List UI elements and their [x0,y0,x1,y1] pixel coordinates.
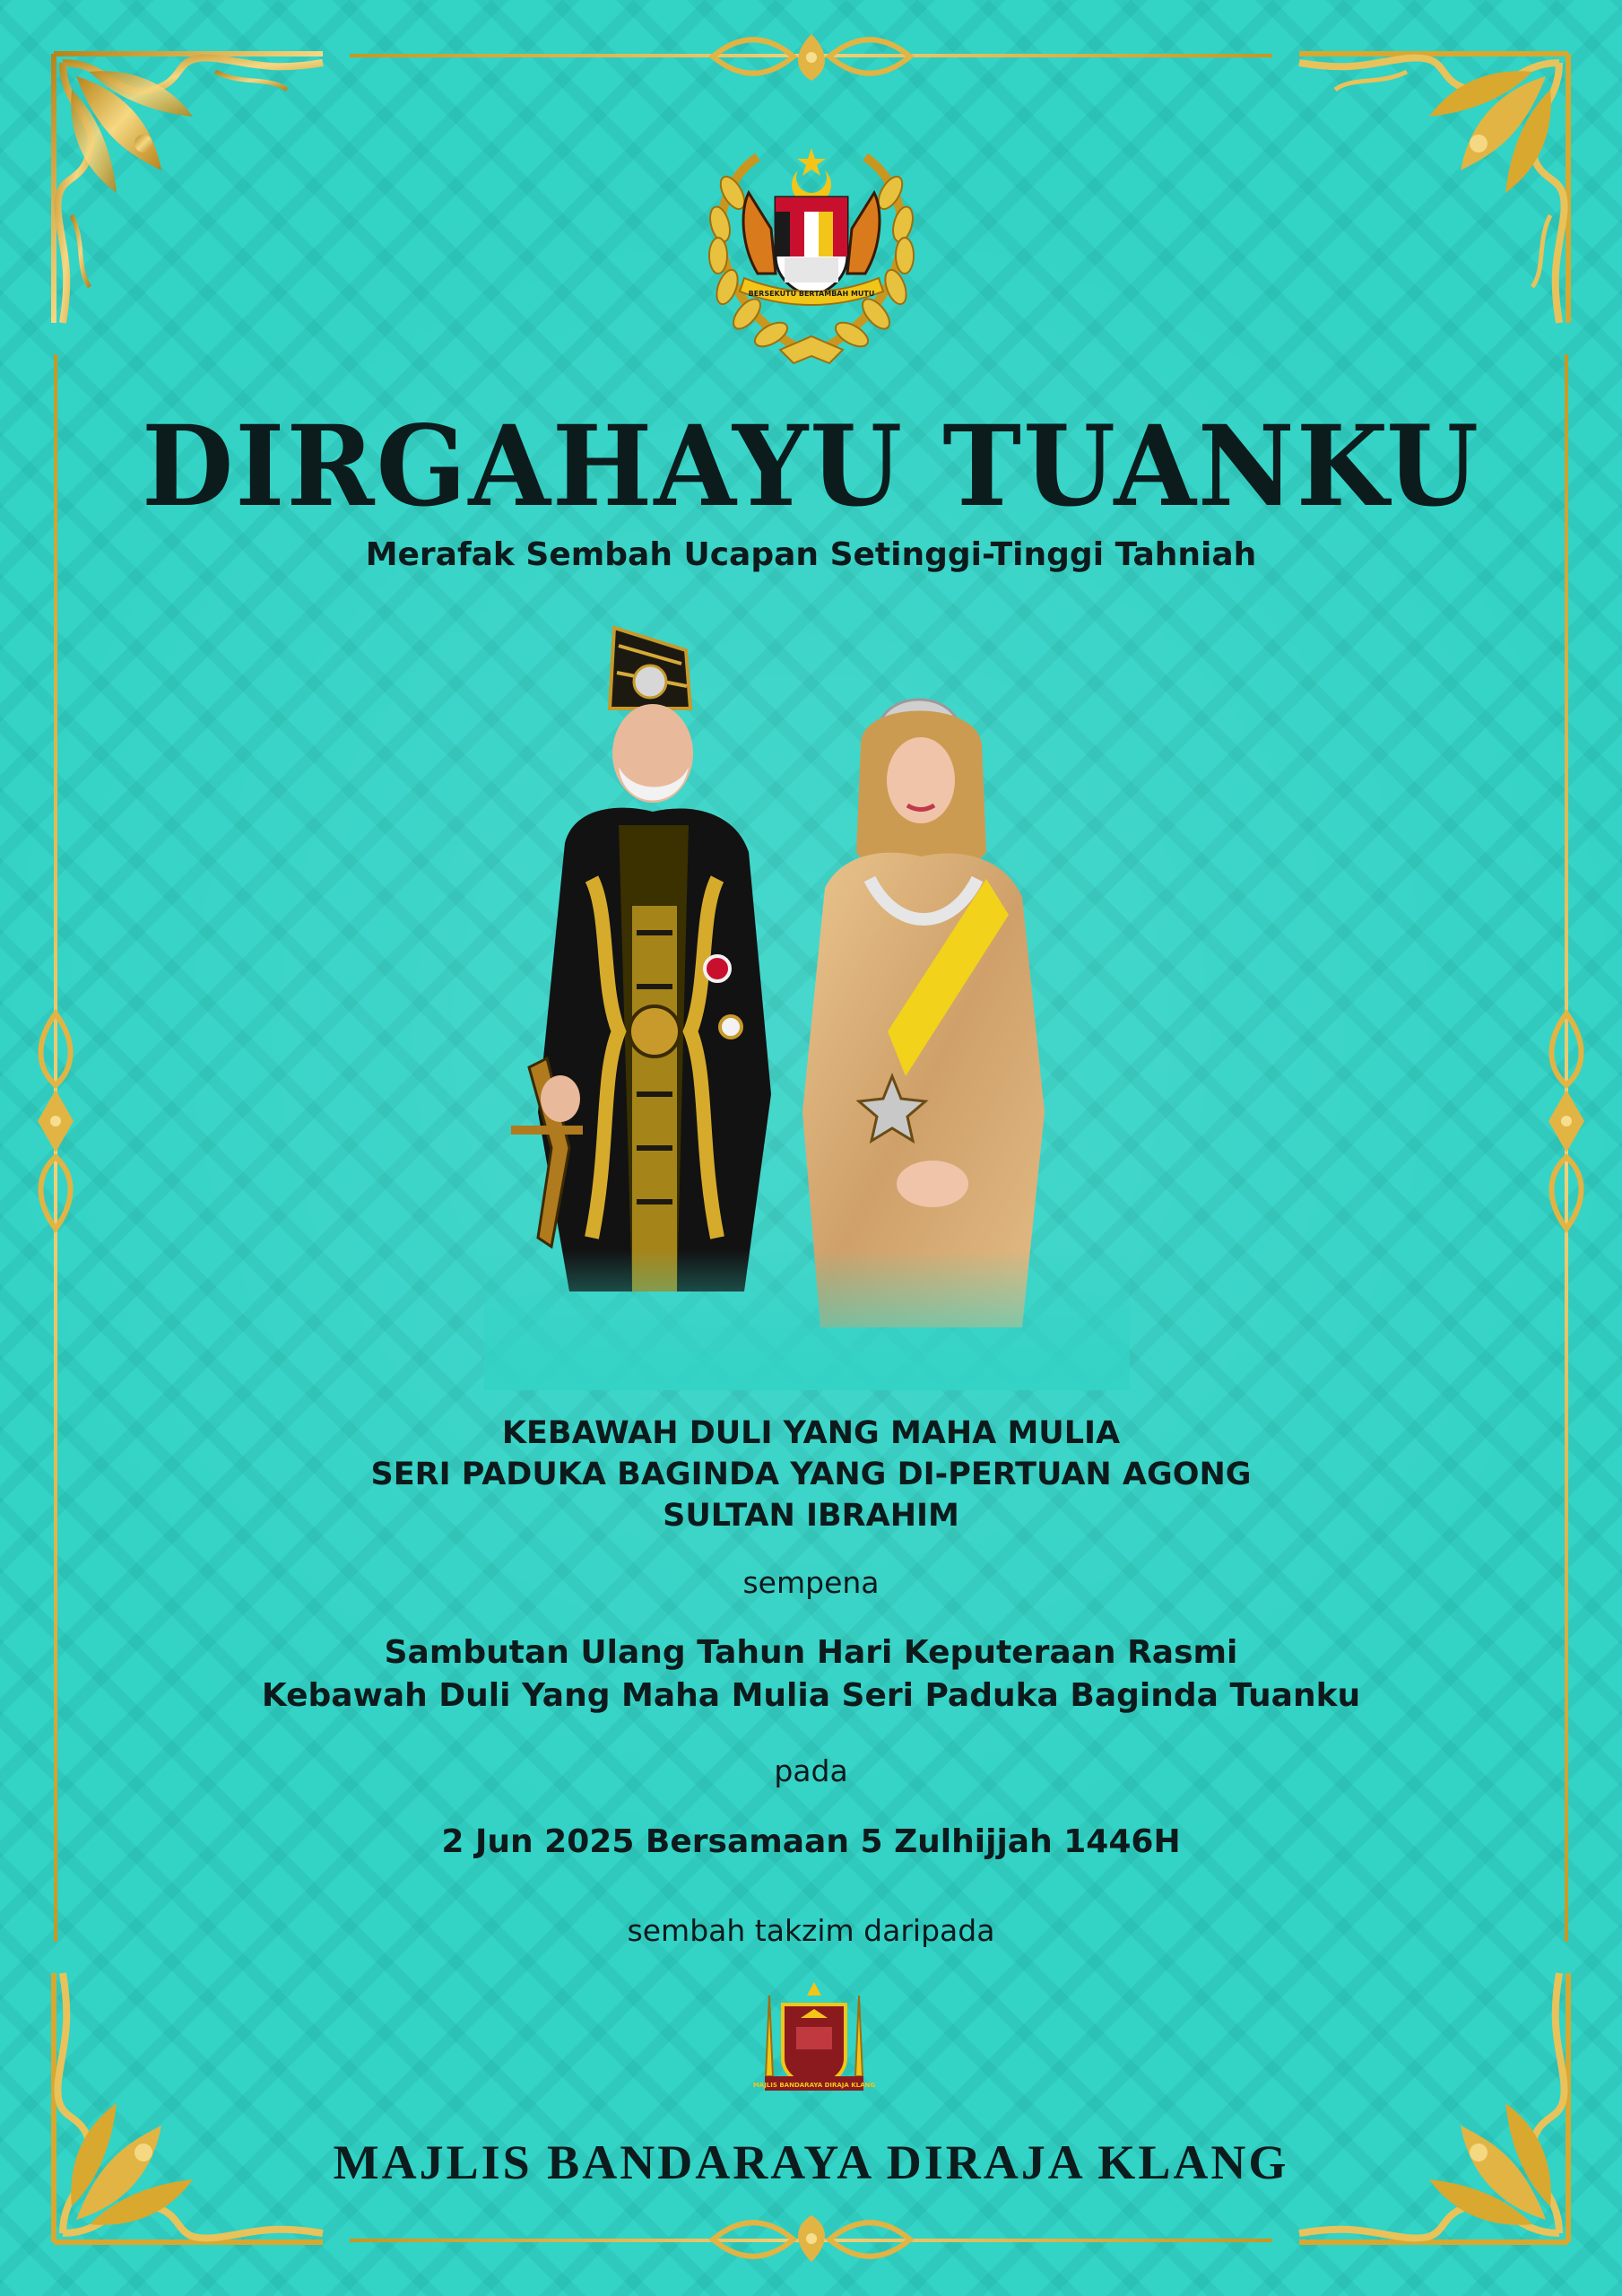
connector-pada: pada [774,1753,848,1788]
royal-portrait [484,610,1130,1390]
page-title: DIRGAHAYU TUANKU [141,400,1481,532]
top-center-ornament [704,25,919,88]
organization-name: MAJLIS BANDARAYA DIRAJA KLANG [333,2135,1289,2189]
corner-ornament-bottom-right [1290,1964,1586,2260]
corner-ornament-bottom-left [36,1964,332,2260]
honoree-line-3: SULTAN IBRAHIM [663,1498,959,1534]
council-logo [751,1978,877,2099]
coat-of-arms-emblem [677,121,946,372]
corner-ornament-top-left [36,36,332,332]
honoree-line-1: KEBAWAH DULI YANG MAHA MULIA [501,1415,1121,1451]
occasion-line-1: Sambutan Ulang Tahun Hari Keputeraan Rasmi [384,1634,1238,1671]
council-logo-text: MAJLIS BANDARAYA DIRAJA KLANG [752,2082,876,2089]
page-subtitle: Merafak Sembah Ucapan Setinggi-Tinggi Tahniah [365,536,1257,573]
corner-ornament-top-right [1290,36,1586,332]
event-date: 2 Jun 2025 Bersamaan 5 Zulhijjah 1446H [441,1823,1181,1860]
connector-sempena: sempena [742,1565,880,1600]
honoree-line-2: SERI PADUKA BAGINDA YANG DI-PERTUAN AGONG [370,1457,1252,1492]
left-side-ornament [27,1004,84,1238]
bottom-center-ornament [704,2208,919,2271]
crest-motto: BERSEKUTU BERTAMBAH MUTU [748,290,875,298]
right-side-ornament [1538,1004,1595,1238]
from-label: sembah takzim daripada [627,1913,995,1948]
occasion-line-2: Kebawah Duli Yang Maha Mulia Seri Paduka Baginda Tuanku [261,1677,1361,1714]
